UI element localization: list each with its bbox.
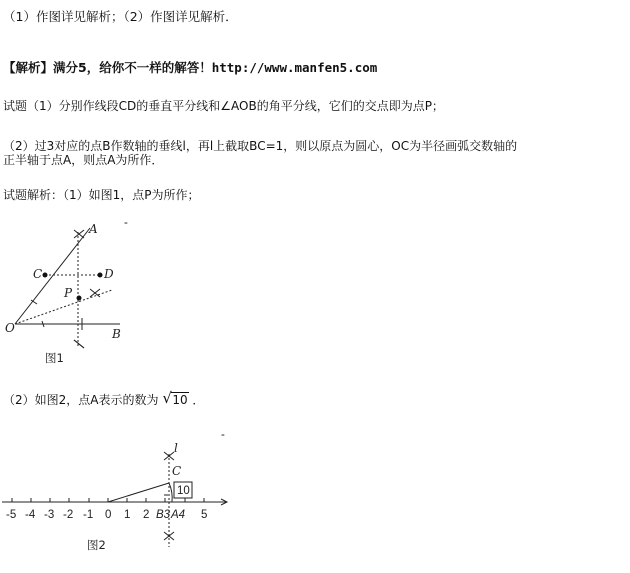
figure-1-caption: 图1 (45, 351, 64, 365)
radicand: 10 (172, 393, 188, 407)
analysis-paragraph-2b: 正半轴于点A，则点A为所作． (3, 153, 164, 167)
label-c: C (33, 267, 43, 281)
tick-label-0: -5 (6, 509, 17, 521)
label-o: O (5, 321, 15, 335)
solution-part-2 (3, 389, 205, 408)
analysis-paragraph-2a: （2）过3对应的点B作数轴的垂线l，再l上截取BC=1，则以原点为圆心，OC为半径画弧交数轴的 (3, 139, 518, 153)
answer-line: （1）作图详见解析；（2）作图详见解析． (3, 9, 238, 24)
tick-label-7: 2 (143, 509, 150, 521)
sqrt-label-text: 10 (177, 485, 190, 497)
point-p (77, 296, 82, 301)
label-a: A (89, 222, 98, 236)
solution-intro: 试题解析：（1）如图1，点P为所作； (3, 188, 200, 202)
label-p: P (64, 286, 73, 300)
tick-label-5: 0 (105, 509, 112, 521)
tick-label-1: -4 (25, 509, 36, 521)
tick-label-6: 1 (124, 509, 131, 521)
stray-mark-2: - (221, 432, 225, 441)
tick-label-4: -1 (83, 509, 94, 521)
figure-2-caption: 图2 (87, 538, 106, 552)
label-b: B (112, 327, 121, 341)
sqrt-10 (162, 389, 188, 408)
banner-tag: 【解析】 (3, 60, 54, 75)
radical-sign: √ (162, 389, 172, 407)
tick-label-9: A4 (171, 509, 186, 521)
tick-label-8: B3 (156, 509, 171, 521)
banner-slogan: 满分5，给你不一样的解答！ (53, 60, 212, 75)
segment-oc (108, 483, 169, 502)
tick-label-10: 5 (201, 509, 208, 521)
figure-1 (2, 220, 142, 370)
tick-label-2: -3 (44, 509, 55, 521)
analysis-paragraph-1: 试题（1）分别作线段CD的垂直平分线和∠AOB的角平分线，它们的交点即为点P； (3, 99, 444, 113)
label-d: D (104, 267, 114, 281)
analysis-banner (3, 60, 377, 75)
tick-label-3: -2 (63, 509, 74, 521)
figure-2 (2, 432, 232, 562)
ray-oa (15, 228, 90, 324)
stray-mark-1: - (124, 220, 128, 229)
part2-prefix: （2）如图2，点A表示的数为 (3, 393, 159, 407)
part2-suffix: ． (192, 393, 205, 407)
point-d (98, 273, 103, 278)
point-c (43, 273, 48, 278)
label-l: l (174, 441, 178, 455)
label-c: C (172, 464, 182, 478)
banner-url: http://www.manfen5.com (211, 60, 378, 75)
